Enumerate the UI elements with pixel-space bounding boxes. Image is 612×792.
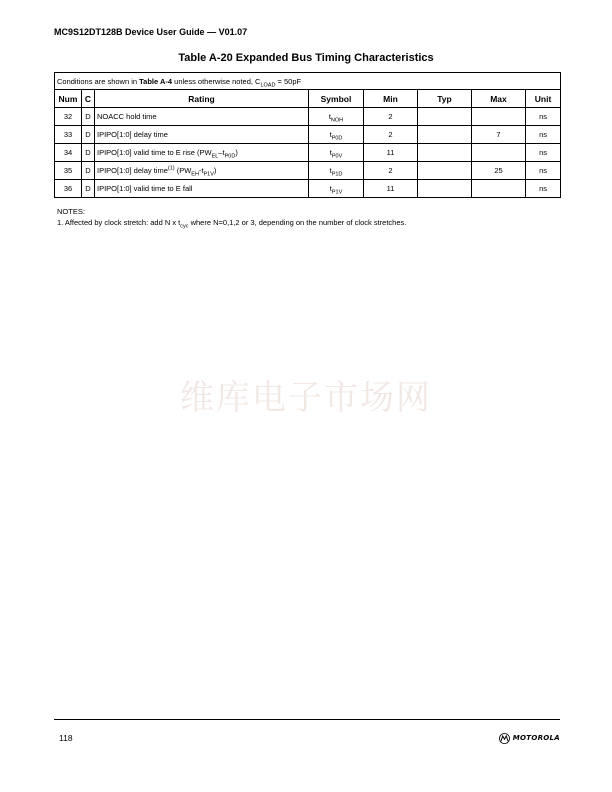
page-number: 118 bbox=[59, 733, 73, 743]
footer-brand bbox=[499, 732, 560, 744]
cell-max: 25 bbox=[472, 162, 526, 180]
conditions-prefix: Conditions are shown in bbox=[57, 76, 140, 86]
rating-sub: P1V bbox=[203, 171, 214, 178]
table-row bbox=[55, 162, 561, 180]
cell-symbol bbox=[309, 180, 364, 198]
cell-symbol bbox=[309, 162, 364, 180]
note-1-sub: cyc bbox=[180, 223, 189, 230]
cell-symbol bbox=[309, 108, 364, 126]
cell-symbol bbox=[309, 144, 364, 162]
rating-mid: –t bbox=[218, 148, 225, 157]
document-header-title: MC9S12DT128B Device User Guide — V01.07 bbox=[54, 27, 248, 37]
cell-num: 36 bbox=[55, 180, 82, 198]
cell-c: D bbox=[82, 108, 95, 126]
conditions-middle: unless otherwise noted, C bbox=[172, 76, 261, 86]
cell-typ bbox=[418, 108, 472, 126]
rating-text: IPIPO[1:0] valid time to E rise (PW bbox=[97, 148, 212, 157]
cell-unit: ns bbox=[526, 144, 561, 162]
cell-min: 11 bbox=[364, 180, 418, 198]
cell-typ bbox=[418, 126, 472, 144]
cell-max: 7 bbox=[472, 126, 526, 144]
rating-end: ) bbox=[235, 148, 238, 157]
symbol-main: t bbox=[329, 184, 332, 193]
cell-max bbox=[472, 144, 526, 162]
conditions-suffix: = 50pF bbox=[275, 76, 302, 86]
note-1 bbox=[57, 217, 406, 228]
cell-rating bbox=[95, 144, 309, 162]
col-header-c: C bbox=[82, 90, 95, 108]
table-row bbox=[55, 180, 561, 198]
timing-table bbox=[54, 72, 561, 198]
cell-max bbox=[472, 180, 526, 198]
rating-mid: -t bbox=[198, 166, 204, 175]
symbol-main: t bbox=[329, 166, 332, 175]
symbol-sub: P0D bbox=[331, 135, 343, 142]
cell-rating: IPIPO[1:0] valid time to E fall bbox=[95, 180, 309, 198]
symbol-main: t bbox=[329, 148, 332, 157]
rating-sub: P0D bbox=[224, 153, 236, 160]
footnote-ref: (1) bbox=[167, 165, 175, 172]
col-header-num: Num bbox=[55, 90, 82, 108]
table-title: Table A-20 Expanded Bus Timing Characteristics bbox=[178, 52, 434, 64]
conditions-cell bbox=[55, 73, 561, 90]
rating-end: ) bbox=[213, 166, 217, 175]
conditions-row bbox=[55, 73, 561, 90]
rating-sub: EL bbox=[211, 153, 219, 160]
cell-min: 2 bbox=[364, 126, 418, 144]
motorola-logo-icon bbox=[499, 733, 510, 744]
col-header-symbol: Symbol bbox=[309, 90, 364, 108]
symbol-sub: NOH bbox=[330, 117, 344, 124]
brand-name: MOTOROLA bbox=[512, 734, 560, 742]
cell-c: D bbox=[82, 180, 95, 198]
cell-unit: ns bbox=[526, 180, 561, 198]
cell-min: 2 bbox=[364, 162, 418, 180]
table-row bbox=[55, 144, 561, 162]
col-header-typ: Typ bbox=[418, 90, 472, 108]
cell-min: 2 bbox=[364, 108, 418, 126]
symbol-main: t bbox=[329, 130, 332, 139]
cell-unit: ns bbox=[526, 126, 561, 144]
cell-min: 11 bbox=[364, 144, 418, 162]
watermark-text: 维库电子市场网 bbox=[180, 378, 432, 418]
cell-rating: IPIPO[1:0] delay time bbox=[95, 126, 309, 144]
note-1-suffix: where N=0,1,2 or 3, depending on the number of clock stretches. bbox=[188, 218, 407, 227]
notes-heading: NOTES: bbox=[57, 207, 85, 216]
cell-c: D bbox=[82, 144, 95, 162]
cell-symbol bbox=[309, 126, 364, 144]
cell-c: D bbox=[82, 126, 95, 144]
conditions-table-ref: Table A-4 bbox=[139, 76, 173, 86]
footer-divider bbox=[54, 719, 560, 720]
note-1-prefix: 1. Affected by clock stretch: add N x t bbox=[57, 218, 181, 227]
cell-rating bbox=[95, 162, 309, 180]
symbol-sub: P1D bbox=[331, 171, 343, 178]
cell-num: 33 bbox=[55, 126, 82, 144]
rating-sub: EH bbox=[191, 171, 199, 178]
cell-rating: NOACC hold time bbox=[95, 108, 309, 126]
cell-typ bbox=[418, 162, 472, 180]
notes-section bbox=[57, 206, 406, 228]
cell-max bbox=[472, 108, 526, 126]
table-row bbox=[55, 108, 561, 126]
rating-rest: (PW bbox=[174, 166, 192, 175]
cell-num: 32 bbox=[55, 108, 82, 126]
cell-c: D bbox=[82, 162, 95, 180]
header-row bbox=[55, 90, 561, 108]
cell-typ bbox=[418, 180, 472, 198]
cell-unit: ns bbox=[526, 162, 561, 180]
col-header-rating: Rating bbox=[95, 90, 309, 108]
cell-unit: ns bbox=[526, 108, 561, 126]
rating-text: IPIPO[1:0] delay time bbox=[97, 166, 168, 175]
symbol-sub: P0V bbox=[331, 153, 343, 160]
symbol-sub: P1V bbox=[331, 189, 343, 196]
table-row bbox=[55, 126, 561, 144]
cell-num: 35 bbox=[55, 162, 82, 180]
symbol-main: t bbox=[328, 112, 331, 121]
conditions-sub: LOAD bbox=[260, 82, 276, 88]
cell-num: 34 bbox=[55, 144, 82, 162]
cell-typ bbox=[418, 144, 472, 162]
col-header-max: Max bbox=[472, 90, 526, 108]
col-header-min: Min bbox=[364, 90, 418, 108]
col-header-unit: Unit bbox=[526, 90, 561, 108]
